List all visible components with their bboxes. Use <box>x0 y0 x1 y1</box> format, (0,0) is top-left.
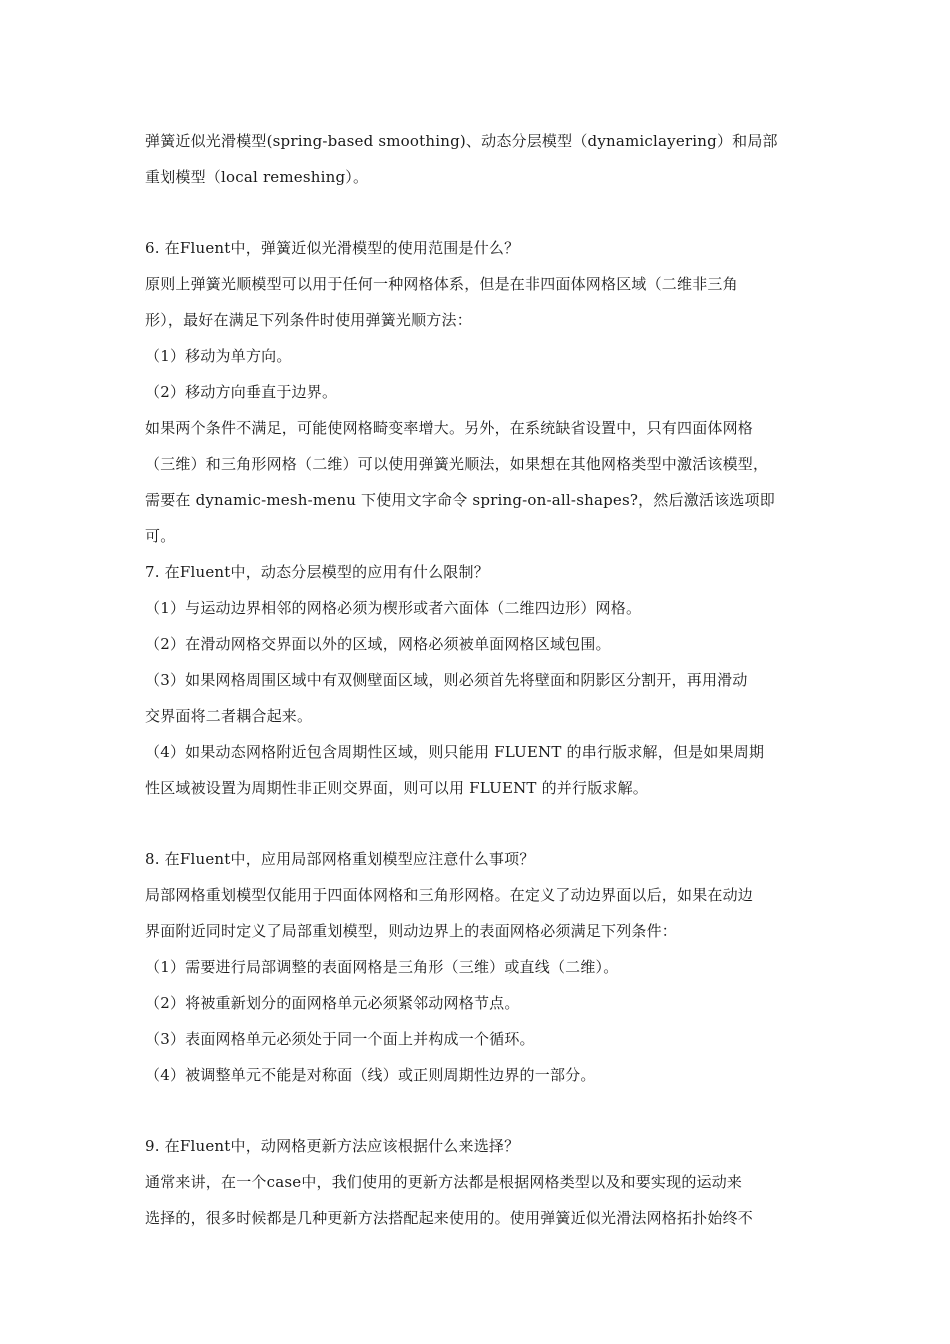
body-text-line: 通常来讲，在一个case中，我们使用的更新方法都是根据网格类型以及和要实现的运动来 <box>145 1173 743 1191</box>
body-text-line: 弹簧近似光滑模型(spring-based smoothing)、动态分层模型（dynamiclayering）和局部 <box>145 132 778 150</box>
question-heading-7: 7. 在Fluent中，动态分层模型的应用有什么限制？ <box>145 563 489 581</box>
question-heading-8: 8. 在Fluent中，应用局部网格重划模型应注意什么事项？ <box>145 850 535 868</box>
question-heading-9: 9. 在Fluent中，动网格更新方法应该根据什么来选择？ <box>145 1137 520 1155</box>
body-text-line: 可。 <box>145 527 176 545</box>
body-text-line: 如果两个条件不满足，可能使网格畸变率增大。另外，在系统缺省设置中，只有四面体网格 <box>145 419 754 437</box>
list-item: （4）如果动态网格附近包含周期性区域，则只能用 FLUENT 的串行版求解，但是如果周期 <box>145 743 765 761</box>
body-text-line: 需要在 dynamic-mesh-menu 下使用文字命令 spring-on-all-shapes?，然后激活该选项即 <box>145 491 775 509</box>
question-heading-6: 6. 在Fluent中，弹簧近似光滑模型的使用范围是什么？ <box>145 239 520 257</box>
body-text-line: （三维）和三角形网格（二维）可以使用弹簧光顺法，如果想在其他网格类型中激活该模型， <box>145 455 769 473</box>
list-item: （3）表面网格单元必须处于同一个面上并构成一个循环。 <box>145 1030 535 1048</box>
body-text-line: 性区域被设置为周期性非正则交界面，则可以用 FLUENT 的并行版求解。 <box>145 779 649 797</box>
list-item: （2）在滑动网格交界面以外的区域，网格必须被单面网格区域包围。 <box>145 635 611 653</box>
body-text-line: 局部网格重划模型仅能用于四面体网格和三角形网格。在定义了动边界面以后，如果在动边 <box>145 886 754 904</box>
list-item: （1）需要进行局部调整的表面网格是三角形（三维）或直线（二维）。 <box>145 958 619 976</box>
list-item: （1）与运动边界相邻的网格必须为楔形或者六面体（二维四边形）网格。 <box>145 599 642 617</box>
body-text-line: 界面附近同时定义了局部重划模型，则动边界上的表面网格必须满足下列条件： <box>145 922 678 940</box>
body-text-line: 原则上弹簧光顺模型可以用于任何一种网格体系，但是在非四面体网格区域（二维非三角 <box>145 275 738 293</box>
body-text-line: 选择的，很多时候都是几种更新方法搭配起来使用的。使用弹簧近似光滑法网格拓扑始终不 <box>145 1209 754 1227</box>
list-item: （3）如果网格周围区域中有双侧壁面区域，则必须首先将壁面和阴影区分割开，再用滑动 <box>145 671 748 689</box>
body-text-line: 重划模型（local remeshing）。 <box>145 168 369 186</box>
body-text-line: 形），最好在满足下列条件时使用弹簧光顺方法： <box>145 311 472 329</box>
body-text-line: 交界面将二者耦合起来。 <box>145 707 313 725</box>
list-item: （2）将被重新划分的面网格单元必须紧邻动网格节点。 <box>145 994 520 1012</box>
list-item: （1）移动为单方向。 <box>145 347 292 365</box>
list-item: （4）被调整单元不能是对称面（线）或正则周期性边界的一部分。 <box>145 1066 596 1084</box>
list-item: （2）移动方向垂直于边界。 <box>145 383 338 401</box>
